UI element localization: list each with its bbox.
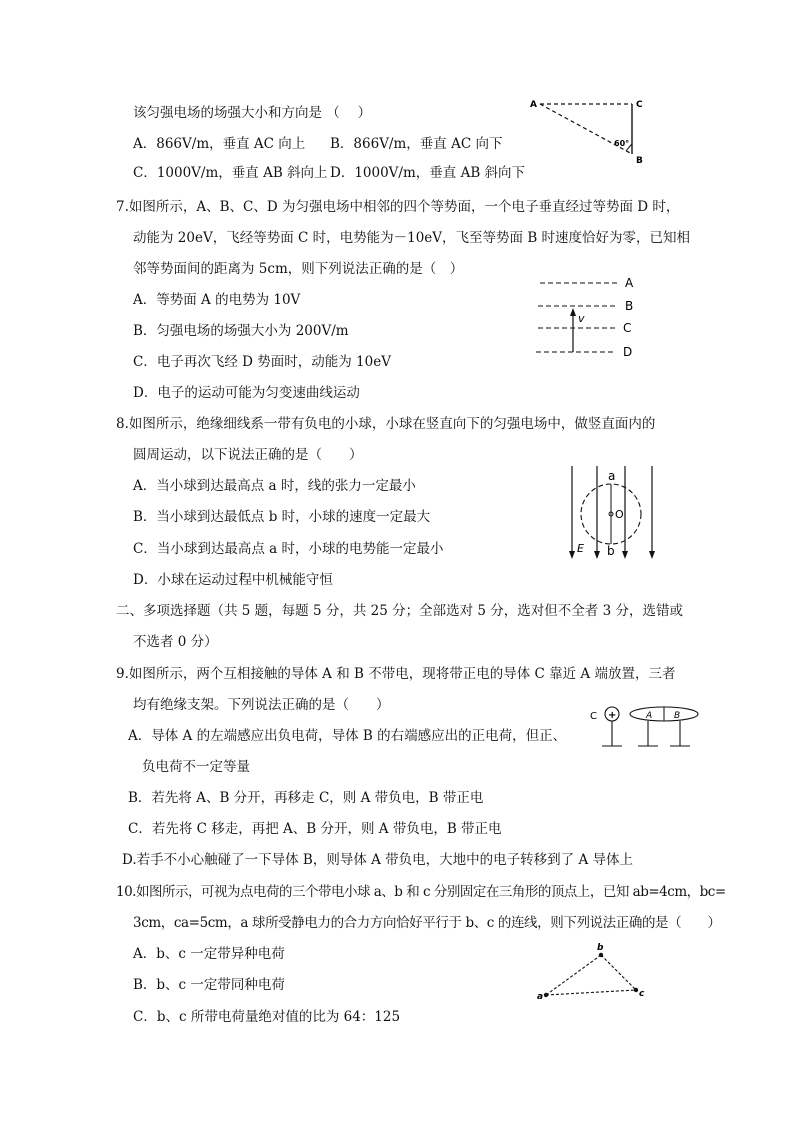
q10-option-b: B．b、c 一定带同种电荷: [133, 977, 285, 993]
q9-charge-c-label: C: [590, 711, 597, 722]
q7-option-c: C．电子再次飞经 D 势面时，动能为 10eV: [133, 354, 391, 370]
q7-option-a: A．等势面 A 的电势为 10V: [133, 292, 301, 308]
q7-stem-line-3: 邻等势面间的距离为 5cm，则下列说法正确的是（ ）: [133, 261, 464, 277]
q7-velocity-label: v: [578, 312, 585, 325]
q10-option-a: A．b、c 一定带异种电荷: [133, 946, 285, 962]
q9-conductor-b-label: B: [674, 711, 681, 721]
q7-option-d: D．电子的运动可能为匀变速曲线运动: [133, 385, 360, 401]
q10-vertex-a-label: a: [537, 992, 544, 1002]
q10-option-c: C．b、c 所带电荷量绝对值的比为 64：125: [133, 1009, 401, 1025]
q6-label-b: B: [636, 156, 643, 166]
q6-option-d: D．1000V/m，垂直 AB 斜向下: [330, 165, 526, 181]
q9-stem-line-1: 9.如图所示，两个互相接触的导体 A 和 B 不带电，现将带正电的导体 C 靠近 A 端放置，三者: [116, 666, 676, 682]
q9-stem-line-2: 均有绝缘支架。下列说法正确的是（ ）: [133, 697, 390, 713]
q7-plane-c-label: C: [623, 321, 632, 335]
q10-vertex-b-label: b: [597, 943, 604, 953]
q7-equipotential-figure: [530, 272, 650, 364]
q8-field-label: E: [577, 542, 584, 555]
q10-stem-line-1: 10.如图所示，可视为点电荷的三个带电小球 a、b 和 c 分别固定在三角形的顶点上，已知 ab=4cm，bc=: [116, 884, 726, 900]
section2-heading-line-2: 不选者 0 分）: [133, 634, 218, 650]
q8-point-b-label: b: [607, 544, 615, 558]
q8-option-c: C．当小球到达最高点 a 时，小球的电势能一定最小: [133, 541, 444, 557]
q8-center-label: O: [615, 508, 624, 521]
q9-option-d: D.若手不小心触碰了一下导体 B，则导体 A 带负电，大地中的电子转移到了 A 导体上: [122, 852, 634, 868]
q6-angle-label: 60°: [614, 139, 630, 148]
q8-stem-line-2: 圆周运动，以下说法正确的是（ ）: [133, 447, 363, 463]
q7-stem-line-2: 动能为 20eV，飞经等势面 C 时，电势能为－10eV，飞至等势面 B 时速度恰好为零，已知相: [133, 230, 691, 246]
q6-option-b: B．866V/m，垂直 AC 向下: [330, 136, 503, 152]
q7-option-b: B．匀强电场的场强大小为 200V/m: [133, 323, 349, 339]
q8-option-b: B．当小球到达最低点 b 时，小球的速度一定最大: [133, 509, 431, 525]
q10-stem-line-2: 3cm，ca=5cm，a 球所受静电力的合力方向恰好平行于 b、c 的连线，则下列说法正确的是（ ）: [133, 915, 721, 931]
q9-conductor-a-label: A: [646, 711, 653, 721]
q7-plane-b-label: B: [625, 299, 634, 313]
q10-vertex-c-label: c: [639, 989, 645, 999]
q8-point-a-label: a: [608, 469, 616, 483]
q9-option-a-line-2: 负电荷不一定等量: [142, 759, 250, 775]
q9-option-a-line-1: A．导体 A 的左端感应出负电荷，导体 B 的右端感应出的正电荷，但正、: [128, 728, 567, 744]
section2-heading-line-1: 二、多项选择题（共 5 题，每题 5 分，共 25 分；全部选对 5 分，选对但不全者 3 分，选错或: [116, 603, 683, 619]
q8-option-d: D．小球在运动过程中机械能守恒: [133, 572, 333, 588]
q9-option-b: B．若先将 A、B 分开，再移走 C，则 A 带负电，B 带正电: [128, 790, 484, 806]
q6-option-a: A．866V/m，垂直 AC 向上: [133, 136, 306, 152]
q6-triangle-figure: [526, 94, 656, 166]
q7-plane-d-label: D: [623, 345, 633, 359]
q8-circle-field-figure: [560, 462, 664, 566]
q9-plus-sign: +: [608, 710, 617, 721]
q9-option-c: C．若先将 C 移走，再把 A、B 分开，则 A 带负电，B 带正电: [128, 821, 502, 837]
q6-label-a: A: [530, 100, 537, 110]
q10-triangle-figure: [534, 940, 650, 1004]
q8-stem-line-1: 8.如图所示，绝缘细线系一带有负电的小球，小球在竖直向下的匀强电场中，做竖直面内的: [116, 416, 656, 432]
q6-label-c: C: [636, 100, 643, 110]
q8-option-a: A．当小球到达最高点 a 时，线的张力一定最小: [133, 478, 416, 494]
q7-plane-a-label: A: [625, 276, 634, 290]
q6-option-c: C．1000V/m，垂直 AB 斜向上: [133, 165, 328, 181]
q7-stem-line-1: 7.如图所示，A、B、C、D 为匀强电场中相邻的四个等势面，一个电子垂直经过等势面 D 时，: [116, 199, 680, 215]
q9-conductors-figure: [586, 700, 712, 752]
q6-stem-tail: 该匀强电场的场强大小和方向是 （ ）: [133, 105, 372, 121]
